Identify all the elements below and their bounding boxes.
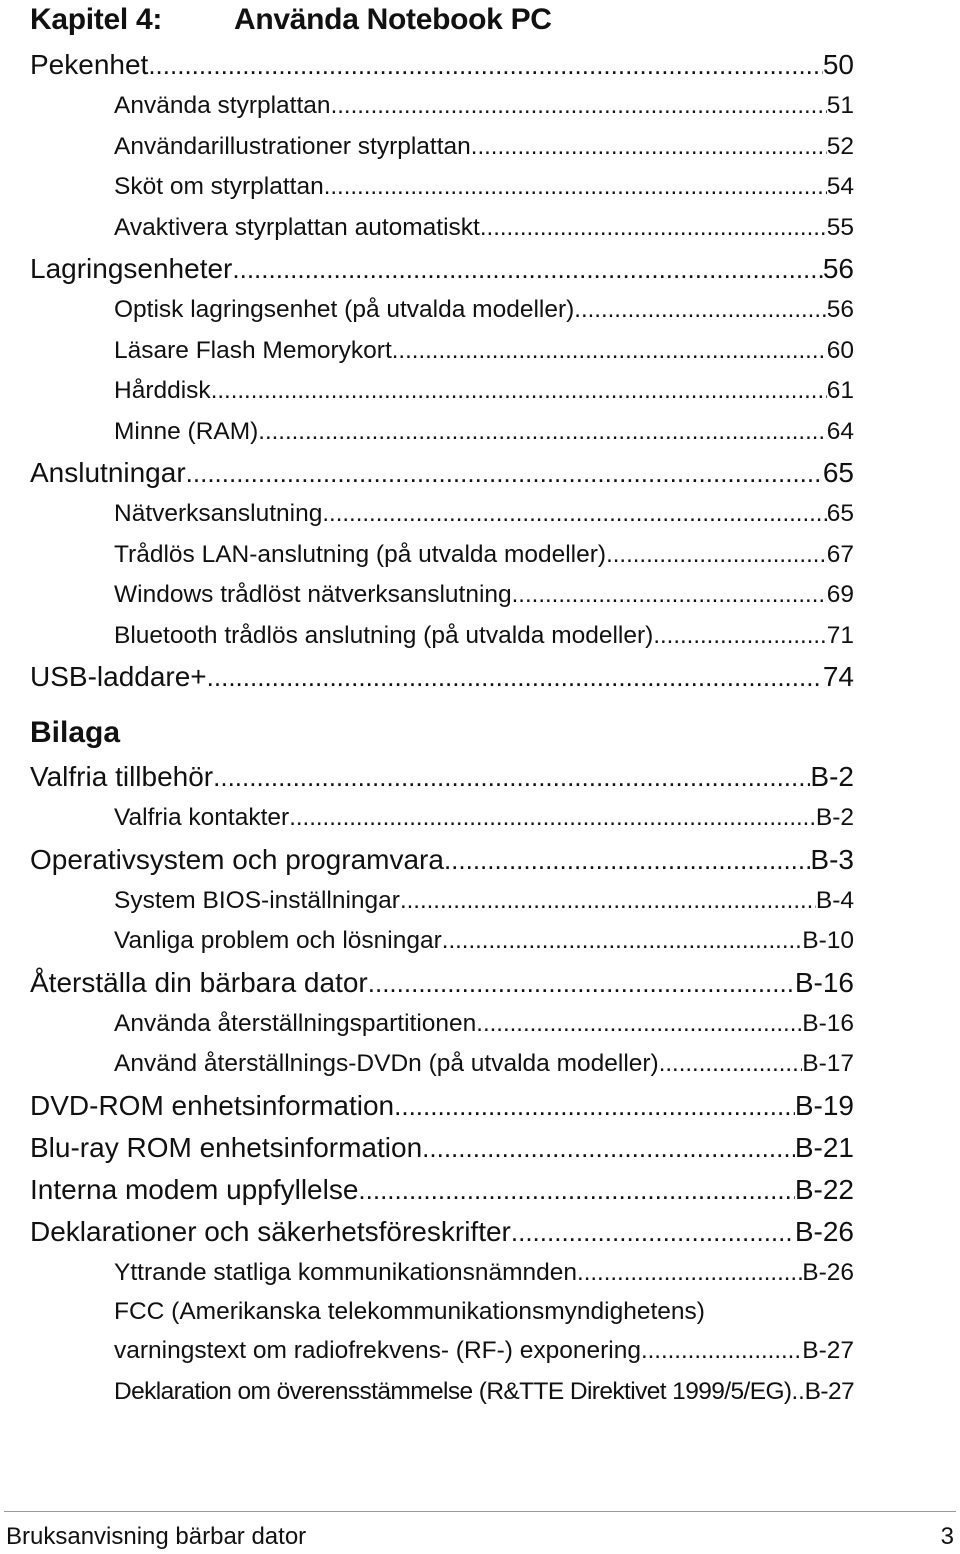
toc-entry-title: Yttrande statliga kommunikationsnämnden: [114, 1258, 578, 1286]
dot-leader: [207, 656, 823, 698]
toc-subentry[interactable]: [30, 371, 854, 412]
toc-entry-page: 61: [826, 377, 854, 404]
chapter-number: Kapitel 4:: [30, 3, 163, 36]
toc-entry-title: USB-laddare+: [30, 661, 207, 692]
dot-leader: [444, 839, 810, 881]
dot-leader: [368, 962, 795, 1004]
footer-page-number: 3: [940, 1523, 954, 1550]
footer-manual-title: Bruksanvisning bärbar dator: [6, 1523, 307, 1550]
dot-leader: [211, 371, 827, 412]
toc-entry-page: 51: [826, 92, 854, 119]
toc-entry-title: Operativsystem och programvara: [30, 843, 444, 875]
dot-leader: [232, 248, 822, 290]
toc-subentry[interactable]: [30, 535, 854, 576]
dot-leader: [476, 1004, 802, 1045]
toc-entry-page: 55: [826, 213, 854, 241]
toc-entry-title: Minne (RAM): [114, 417, 259, 445]
toc-entry-title: Hårddisk: [114, 377, 211, 404]
toc-entry-title: Valfria tillbehör: [30, 761, 214, 792]
toc-entry-page: 56: [826, 296, 854, 323]
toc-subentry[interactable]: [30, 494, 854, 535]
toc-entry-title: Pekenhet: [30, 49, 149, 80]
dot-leader: [392, 331, 827, 372]
dot-leader: [512, 575, 827, 616]
toc-subentry[interactable]: [30, 575, 854, 616]
toc-entry[interactable]: [30, 1127, 854, 1169]
toc-entry[interactable]: [30, 1169, 854, 1211]
toc-entry-page: 69: [826, 581, 854, 608]
toc-entry-page: B-21: [794, 1131, 854, 1163]
toc-entry-title: DVD-ROM enhetsinformation: [30, 1089, 395, 1121]
toc-subentry[interactable]: [30, 1004, 854, 1045]
toc-entry[interactable]: [30, 452, 854, 494]
toc-entry[interactable]: [30, 839, 854, 881]
dot-leader: [322, 494, 826, 535]
toc-entry-page: 65: [826, 500, 854, 527]
toc-entry-page: 52: [826, 132, 854, 160]
toc-entry[interactable]: [30, 44, 854, 86]
dot-leader: [331, 86, 827, 127]
toc-entry-title: Windows trådlöst nätverksanslutning: [114, 581, 512, 608]
toc-entry-page: B-17: [802, 1050, 854, 1077]
toc-entry-page: 56: [822, 253, 854, 284]
dot-leader: [577, 1253, 802, 1294]
dot-leader: [186, 452, 823, 494]
toc-entry-title: Bluetooth trådlös anslutning (på utvalda modeller): [114, 621, 654, 649]
toc-entry-page: B-10: [802, 927, 854, 954]
toc-entry-title: Deklarationer och säkerhetsföreskrifter: [30, 1215, 511, 1247]
toc-entry-page: 71: [826, 621, 854, 649]
dot-leader: [258, 412, 826, 453]
toc-entry[interactable]: [30, 756, 854, 798]
toc-subentry[interactable]: [30, 1331, 854, 1372]
toc-list: [30, 44, 854, 1412]
toc-entry-title: Återställa din bärbara dator: [30, 966, 368, 998]
toc-subentry[interactable]: [30, 167, 854, 208]
dot-leader: [442, 921, 802, 962]
dot-leader: [213, 756, 810, 798]
toc-entry-title: Nätverksanslutning: [114, 500, 323, 527]
toc-entry-page: B-27: [802, 1337, 854, 1364]
toc-entry-page: 65: [822, 457, 854, 488]
dot-leader: [606, 535, 827, 576]
toc-entry-page: B-26: [794, 1215, 854, 1247]
toc-entry-page: B-19: [794, 1089, 854, 1121]
dot-leader: [653, 616, 826, 657]
dot-leader: [641, 1331, 802, 1372]
toc-entry-title: varningstext om radiofrekvens- (RF-) exponering: [114, 1337, 641, 1364]
toc-subentry[interactable]: [30, 1372, 854, 1413]
chapter-heading: [30, 0, 552, 40]
toc-subentry[interactable]: [30, 290, 854, 331]
toc-subentry[interactable]: [30, 1253, 854, 1294]
toc-entry-title: Avaktivera styrplattan automatiskt: [114, 213, 480, 241]
toc-entry-page: B-4: [815, 886, 854, 914]
dot-leader: [394, 1085, 795, 1127]
toc-entry-page: 67: [826, 540, 854, 568]
dot-leader: [659, 1044, 803, 1085]
dot-leader: [422, 1127, 795, 1169]
toc-entry-page: 60: [826, 336, 854, 364]
toc-entry[interactable]: [30, 1085, 854, 1127]
dot-leader: [471, 127, 827, 168]
toc-entry-title: Sköt om styrplattan: [114, 173, 324, 200]
appendix-heading: Bilaga: [30, 716, 121, 749]
toc-subentry[interactable]: [30, 881, 854, 922]
chapter-title: Använda Notebook PC: [234, 3, 552, 36]
dot-leader: [358, 1169, 794, 1211]
toc-entry-page: 54: [826, 173, 854, 200]
toc-subentry-title-line1[interactable]: FCC (Amerikanska telekommunikationsmyndighetens): [114, 1298, 705, 1325]
toc-entry-page: B-16: [802, 1009, 854, 1037]
toc-entry-title: Optisk lagringsenhet (på utvalda modeller): [114, 296, 575, 323]
toc-entry-page: 64: [826, 417, 854, 445]
toc-entry-page: B-22: [794, 1173, 854, 1205]
dot-leader: [148, 44, 823, 86]
toc-entry-page: B-16: [794, 966, 854, 998]
toc-entry-title: Lagringsenheter: [30, 253, 233, 284]
toc-entry-page: B-26: [802, 1258, 854, 1286]
toc-entry-title: Användarillustrationer styrplattan: [114, 132, 471, 160]
toc-entry-title: Använd återställnings-DVDn (på utvalda modeller): [114, 1050, 659, 1077]
toc-entry-title: Deklaration om överensstämmelse (R&TTE Direktivet 1999/5/EG): [114, 1377, 792, 1405]
toc-subentry[interactable]: [30, 616, 854, 657]
toc-entry-page: B-2: [815, 804, 854, 831]
toc-entry-title: Använda styrplattan: [114, 92, 331, 119]
toc-entry-title: Trådlös LAN-anslutning (på utvalda modeller): [114, 540, 607, 568]
toc-subentry[interactable]: [30, 412, 854, 453]
toc-entry-title: Använda återställningspartitionen: [114, 1009, 477, 1037]
toc-entry[interactable]: [30, 656, 854, 698]
dot-leader: [289, 798, 816, 839]
dot-leader: [400, 881, 816, 922]
toc-entry-title: Vanliga problem och lösningar: [114, 927, 442, 954]
toc-entry-page: B-27: [804, 1377, 854, 1405]
toc-entry-title: Anslutningar: [30, 457, 186, 488]
footer-divider: [4, 1511, 956, 1512]
toc-entry-title: Blu-ray ROM enhetsinformation: [30, 1131, 423, 1163]
dot-leader: [791, 1372, 804, 1413]
toc-entry-page: 50: [822, 49, 854, 80]
toc-entry[interactable]: [30, 248, 854, 290]
toc-subentry[interactable]: [30, 208, 854, 249]
toc-entry-title: System BIOS-inställningar: [114, 886, 400, 914]
toc-subentry[interactable]: [30, 1044, 854, 1085]
toc-entry-page: 74: [822, 661, 854, 692]
dot-leader: [324, 167, 827, 208]
toc-entry-title: Läsare Flash Memorykort: [114, 336, 392, 364]
toc-entry-page: B-3: [810, 843, 854, 875]
toc-entry-page: B-2: [810, 761, 854, 792]
toc-entry[interactable]: [30, 962, 854, 1004]
toc-subentry[interactable]: [30, 331, 854, 372]
toc-subentry[interactable]: [30, 798, 854, 839]
toc-subentry[interactable]: [30, 921, 854, 962]
dot-leader: [574, 290, 826, 331]
dot-leader: [480, 208, 827, 249]
toc-subentry[interactable]: [30, 127, 854, 168]
dot-leader: [511, 1211, 795, 1253]
toc-entry-title: Interna modem uppfyllelse: [30, 1173, 359, 1205]
toc-entry[interactable]: [30, 1211, 854, 1253]
toc-entry-title: Valfria kontakter: [114, 804, 290, 831]
toc-subentry[interactable]: [30, 86, 854, 127]
